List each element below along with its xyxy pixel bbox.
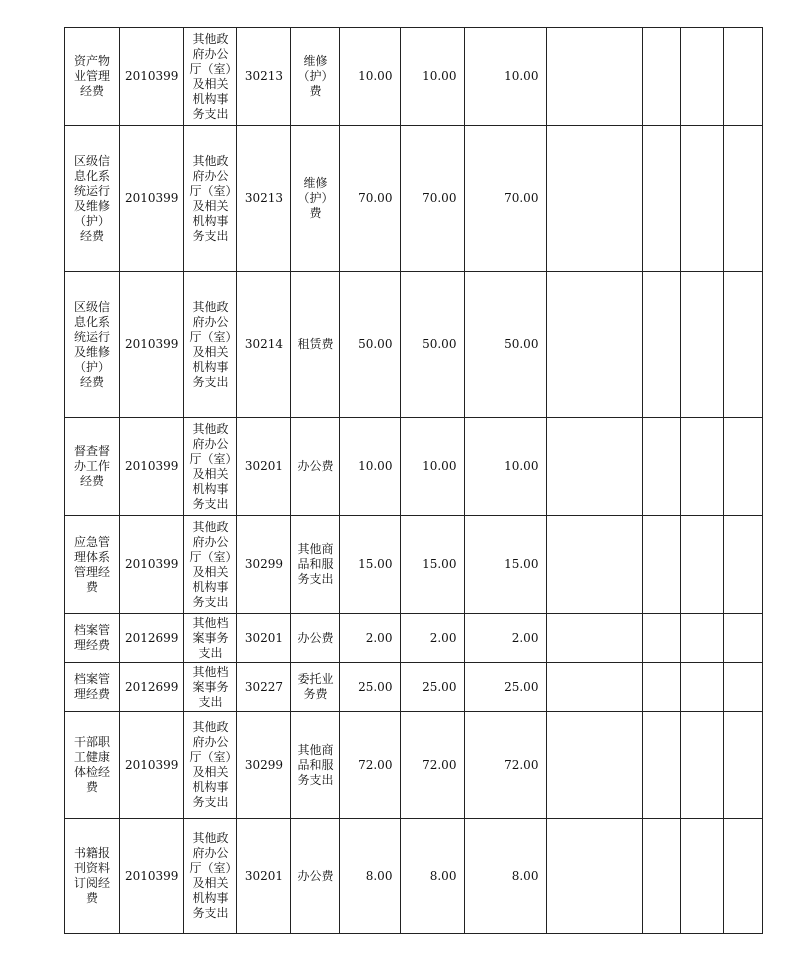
amount-total-cell: 70.00 <box>340 126 401 272</box>
economic-name-cell: 其他商品和服务支出 <box>291 516 340 614</box>
amount-subtotal-cell: 50.00 <box>401 272 465 418</box>
economic-code-cell: 30299 <box>237 516 291 614</box>
table-row <box>65 663 763 712</box>
economic-code-cell: 30299 <box>237 712 291 819</box>
amount-total-cell: 72.00 <box>340 712 401 819</box>
empty-cell <box>681 663 724 712</box>
empty-cell <box>681 516 724 614</box>
economic-name-cell: 维修（护）费 <box>291 126 340 272</box>
function-code-cell: 2010399 <box>120 28 184 126</box>
economic-code-cell: 30213 <box>237 126 291 272</box>
amount-total-cell: 15.00 <box>340 516 401 614</box>
table-row <box>65 712 763 819</box>
empty-cell <box>724 614 763 663</box>
economic-name-cell: 办公费 <box>291 418 340 516</box>
empty-cell <box>681 712 724 819</box>
table-row <box>65 614 763 663</box>
empty-cell <box>681 272 724 418</box>
economic-name-cell: 维修（护）费 <box>291 28 340 126</box>
economic-code-cell: 30214 <box>237 272 291 418</box>
function-code-cell: 2010399 <box>120 418 184 516</box>
empty-cell <box>643 712 681 819</box>
table-row <box>65 418 763 516</box>
project-name-cell: 区级信息化系统运行及维修（护）经费 <box>65 126 120 272</box>
project-name-cell: 档案管理经费 <box>65 614 120 663</box>
empty-cell <box>681 614 724 663</box>
function-name-cell: 其他政府办公厅（室）及相关机构事务支出 <box>184 712 237 819</box>
empty-cell <box>643 614 681 663</box>
empty-cell <box>547 126 643 272</box>
table-row <box>65 819 763 934</box>
amount-total-cell: 50.00 <box>340 272 401 418</box>
amount-subtotal-cell: 72.00 <box>401 712 465 819</box>
empty-cell <box>724 819 763 934</box>
amount-fiscal-cell: 50.00 <box>465 272 547 418</box>
empty-cell <box>681 819 724 934</box>
amount-subtotal-cell: 70.00 <box>401 126 465 272</box>
table-row <box>65 126 763 272</box>
economic-name-cell: 办公费 <box>291 614 340 663</box>
empty-cell <box>547 712 643 819</box>
function-name-cell: 其他政府办公厅（室）及相关机构事务支出 <box>184 819 237 934</box>
empty-cell <box>643 516 681 614</box>
amount-subtotal-cell: 15.00 <box>401 516 465 614</box>
amount-fiscal-cell: 15.00 <box>465 516 547 614</box>
economic-name-cell: 租赁费 <box>291 272 340 418</box>
project-name-cell: 干部职工健康体检经费 <box>65 712 120 819</box>
amount-fiscal-cell: 72.00 <box>465 712 547 819</box>
empty-cell <box>547 614 643 663</box>
project-name-cell: 资产物业管理经费 <box>65 28 120 126</box>
amount-total-cell: 25.00 <box>340 663 401 712</box>
empty-cell <box>724 663 763 712</box>
empty-cell <box>547 272 643 418</box>
economic-code-cell: 30201 <box>237 418 291 516</box>
empty-cell <box>643 272 681 418</box>
economic-name-cell: 办公费 <box>291 819 340 934</box>
empty-cell <box>724 516 763 614</box>
table-row <box>65 516 763 614</box>
amount-subtotal-cell: 25.00 <box>401 663 465 712</box>
amount-total-cell: 2.00 <box>340 614 401 663</box>
economic-name-cell: 其他商品和服务支出 <box>291 712 340 819</box>
function-code-cell: 2010399 <box>120 126 184 272</box>
project-name-cell: 区级信息化系统运行及维修（护）经费 <box>65 272 120 418</box>
function-code-cell: 2010399 <box>120 516 184 614</box>
empty-cell <box>547 819 643 934</box>
empty-cell <box>681 418 724 516</box>
table-row <box>65 28 763 126</box>
empty-cell <box>724 272 763 418</box>
economic-code-cell: 30201 <box>237 614 291 663</box>
empty-cell <box>724 126 763 272</box>
empty-cell <box>681 126 724 272</box>
empty-cell <box>547 28 643 126</box>
empty-cell <box>547 663 643 712</box>
function-code-cell: 2010399 <box>120 712 184 819</box>
economic-code-cell: 30227 <box>237 663 291 712</box>
amount-subtotal-cell: 2.00 <box>401 614 465 663</box>
function-name-cell: 其他档案事务支出 <box>184 663 237 712</box>
amount-fiscal-cell: 25.00 <box>465 663 547 712</box>
empty-cell <box>643 663 681 712</box>
function-name-cell: 其他政府办公厅（室）及相关机构事务支出 <box>184 272 237 418</box>
empty-cell <box>643 819 681 934</box>
economic-name-cell: 委托业务费 <box>291 663 340 712</box>
table-row <box>65 272 763 418</box>
amount-total-cell: 10.00 <box>340 418 401 516</box>
empty-cell <box>724 418 763 516</box>
amount-subtotal-cell: 8.00 <box>401 819 465 934</box>
empty-cell <box>724 712 763 819</box>
amount-total-cell: 8.00 <box>340 819 401 934</box>
economic-code-cell: 30213 <box>237 28 291 126</box>
amount-fiscal-cell: 8.00 <box>465 819 547 934</box>
amount-fiscal-cell: 70.00 <box>465 126 547 272</box>
function-code-cell: 2010399 <box>120 272 184 418</box>
function-name-cell: 其他政府办公厅（室）及相关机构事务支出 <box>184 28 237 126</box>
project-name-cell: 档案管理经费 <box>65 663 120 712</box>
amount-total-cell: 10.00 <box>340 28 401 126</box>
function-code-cell: 2010399 <box>120 819 184 934</box>
amount-subtotal-cell: 10.00 <box>401 418 465 516</box>
function-code-cell: 2012699 <box>120 614 184 663</box>
function-code-cell: 2012699 <box>120 663 184 712</box>
economic-code-cell: 30201 <box>237 819 291 934</box>
project-name-cell: 督查督办工作经费 <box>65 418 120 516</box>
empty-cell <box>724 28 763 126</box>
function-name-cell: 其他政府办公厅（室）及相关机构事务支出 <box>184 418 237 516</box>
budget-table <box>64 27 763 934</box>
function-name-cell: 其他政府办公厅（室）及相关机构事务支出 <box>184 516 237 614</box>
function-name-cell: 其他政府办公厅（室）及相关机构事务支出 <box>184 126 237 272</box>
amount-fiscal-cell: 10.00 <box>465 28 547 126</box>
amount-fiscal-cell: 10.00 <box>465 418 547 516</box>
empty-cell <box>643 418 681 516</box>
function-name-cell: 其他档案事务支出 <box>184 614 237 663</box>
amount-fiscal-cell: 2.00 <box>465 614 547 663</box>
empty-cell <box>681 28 724 126</box>
empty-cell <box>547 516 643 614</box>
amount-subtotal-cell: 10.00 <box>401 28 465 126</box>
project-name-cell: 应急管理体系管理经费 <box>65 516 120 614</box>
empty-cell <box>643 126 681 272</box>
empty-cell <box>643 28 681 126</box>
project-name-cell: 书籍报刊资料订阅经费 <box>65 819 120 934</box>
empty-cell <box>547 418 643 516</box>
